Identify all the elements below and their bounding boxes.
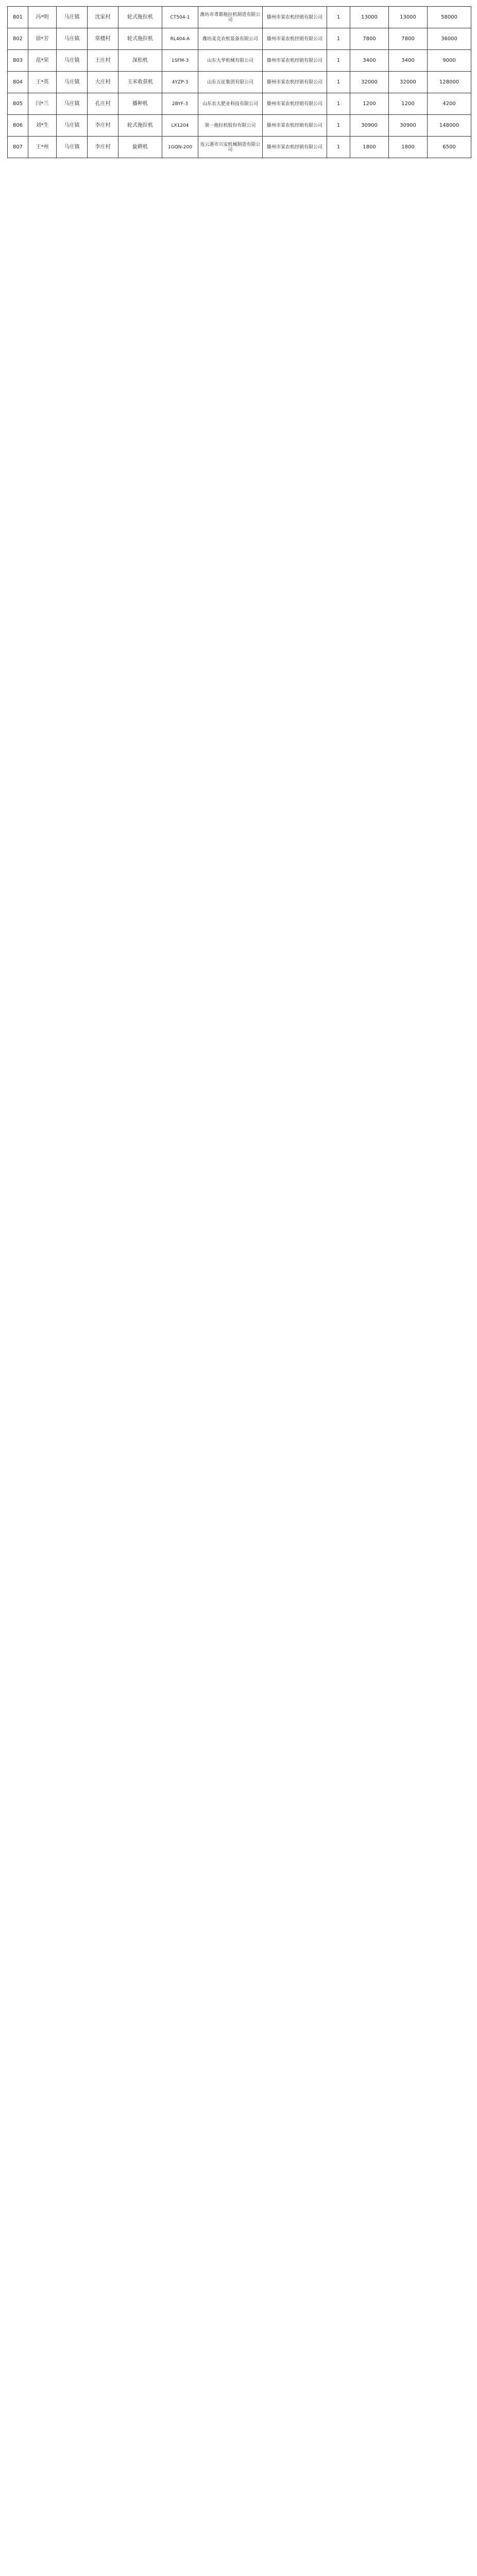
total-subsidy-cell: 13000 [389,7,428,28]
machine-item-cell: 轮式拖拉机 [118,7,162,28]
town-cell: 马庄镇 [57,28,88,50]
subsidy-amount-cell: 1200 [350,93,389,115]
applicant-name-cell: 王*州 [28,137,57,158]
manufacturer-cell: 山东大华机械有限公司 [198,50,263,72]
manufacturer-cell: 潍坊市鸢都拖拉机制造有限公司 [198,7,263,28]
town-cell: 马庄镇 [57,50,88,72]
table-row [8,50,471,72]
total-subsidy-cell: 32000 [389,72,428,93]
model-cell: LX1204 [162,115,198,137]
applicant-name-cell: 刘*生 [28,115,57,137]
row-number-cell: 801 [8,7,28,28]
model-cell: CT504-1 [162,7,198,28]
quantity-cell: 1 [327,50,350,72]
dealer-cell: 滕州市某农机经销有限公司 [263,72,327,93]
town-cell: 马庄镇 [57,72,88,93]
table-body [8,7,471,158]
sale-price-cell: 6500 [428,137,471,158]
sale-price-cell: 148000 [428,115,471,137]
town-cell: 马庄镇 [57,115,88,137]
subsidy-amount-cell: 7800 [350,28,389,50]
subsidy-table-sheet [7,6,471,158]
village-cell: 王庄村 [88,50,118,72]
town-cell: 马庄镇 [57,93,88,115]
applicant-name-cell: 王*英 [28,72,57,93]
total-subsidy-cell: 7800 [389,28,428,50]
quantity-cell: 1 [327,93,350,115]
model-cell: 1SFM-3 [162,50,198,72]
village-cell: 大庄村 [88,72,118,93]
table-row [8,137,471,158]
model-cell: RL404-A [162,28,198,50]
quantity-cell: 1 [327,7,350,28]
model-cell: 4YZP-3 [162,72,198,93]
sale-price-cell: 4200 [428,93,471,115]
applicant-name-cell: 冯*明 [28,7,57,28]
table-row [8,115,471,137]
dealer-cell: 滕州市某农机经销有限公司 [263,137,327,158]
village-cell: 常楼村 [88,28,118,50]
row-number-cell: 802 [8,28,28,50]
manufacturer-cell: 第一拖拉机股份有限公司 [198,115,263,137]
total-subsidy-cell: 1200 [389,93,428,115]
village-cell: 孔庄村 [88,93,118,115]
quantity-cell: 1 [327,115,350,137]
table-row [8,7,471,28]
dealer-cell: 滕州市某农机经销有限公司 [263,7,327,28]
subsidy-amount-cell: 1800 [350,137,389,158]
machine-item-cell: 玉米收获机 [118,72,162,93]
row-number-cell: 803 [8,50,28,72]
table-row [8,93,471,115]
subsidy-table [7,6,471,158]
dealer-cell: 滕州市某农机经销有限公司 [263,28,327,50]
manufacturer-cell: 山东五征集团有限公司 [198,72,263,93]
subsidy-amount-cell: 30900 [350,115,389,137]
manufacturer-cell: 潍坊麦克农机装备有限公司 [198,28,263,50]
subsidy-amount-cell: 3400 [350,50,389,72]
quantity-cell: 1 [327,72,350,93]
village-cell: 沈家村 [88,7,118,28]
sale-price-cell: 9000 [428,50,471,72]
town-cell: 马庄镇 [57,7,88,28]
subsidy-amount-cell: 13000 [350,7,389,28]
row-number-cell: 807 [8,137,28,158]
model-cell: 2BYF-3 [162,93,198,115]
manufacturer-cell: 山东农大肥业科技有限公司 [198,93,263,115]
village-cell: 李庄村 [88,115,118,137]
total-subsidy-cell: 30900 [389,115,428,137]
machine-item-cell: 轮式拖拉机 [118,28,162,50]
total-subsidy-cell: 1800 [389,137,428,158]
sale-price-cell: 36000 [428,28,471,50]
applicant-name-cell: 范*荣 [28,50,57,72]
quantity-cell: 1 [327,137,350,158]
applicant-name-cell: 徐*芳 [28,28,57,50]
dealer-cell: 滕州市某农机经销有限公司 [263,50,327,72]
dealer-cell: 滕州市某农机经销有限公司 [263,115,327,137]
manufacturer-cell: 连云港市兴安机械制造有限公司 [198,137,263,158]
town-cell: 马庄镇 [57,137,88,158]
machine-item-cell: 深松机 [118,50,162,72]
total-subsidy-cell: 3400 [389,50,428,72]
model-cell: 1GQN-200 [162,137,198,158]
applicant-name-cell: 闫*兰 [28,93,57,115]
table-row [8,72,471,93]
row-number-cell: 806 [8,115,28,137]
sale-price-cell: 58000 [428,7,471,28]
machine-item-cell: 播种机 [118,93,162,115]
table-row [8,28,471,50]
row-number-cell: 804 [8,72,28,93]
row-number-cell: 805 [8,93,28,115]
village-cell: 李庄村 [88,137,118,158]
sale-price-cell: 128000 [428,72,471,93]
subsidy-amount-cell: 32000 [350,72,389,93]
machine-item-cell: 旋耕机 [118,137,162,158]
machine-item-cell: 轮式拖拉机 [118,115,162,137]
dealer-cell: 滕州市某农机经销有限公司 [263,93,327,115]
quantity-cell: 1 [327,28,350,50]
